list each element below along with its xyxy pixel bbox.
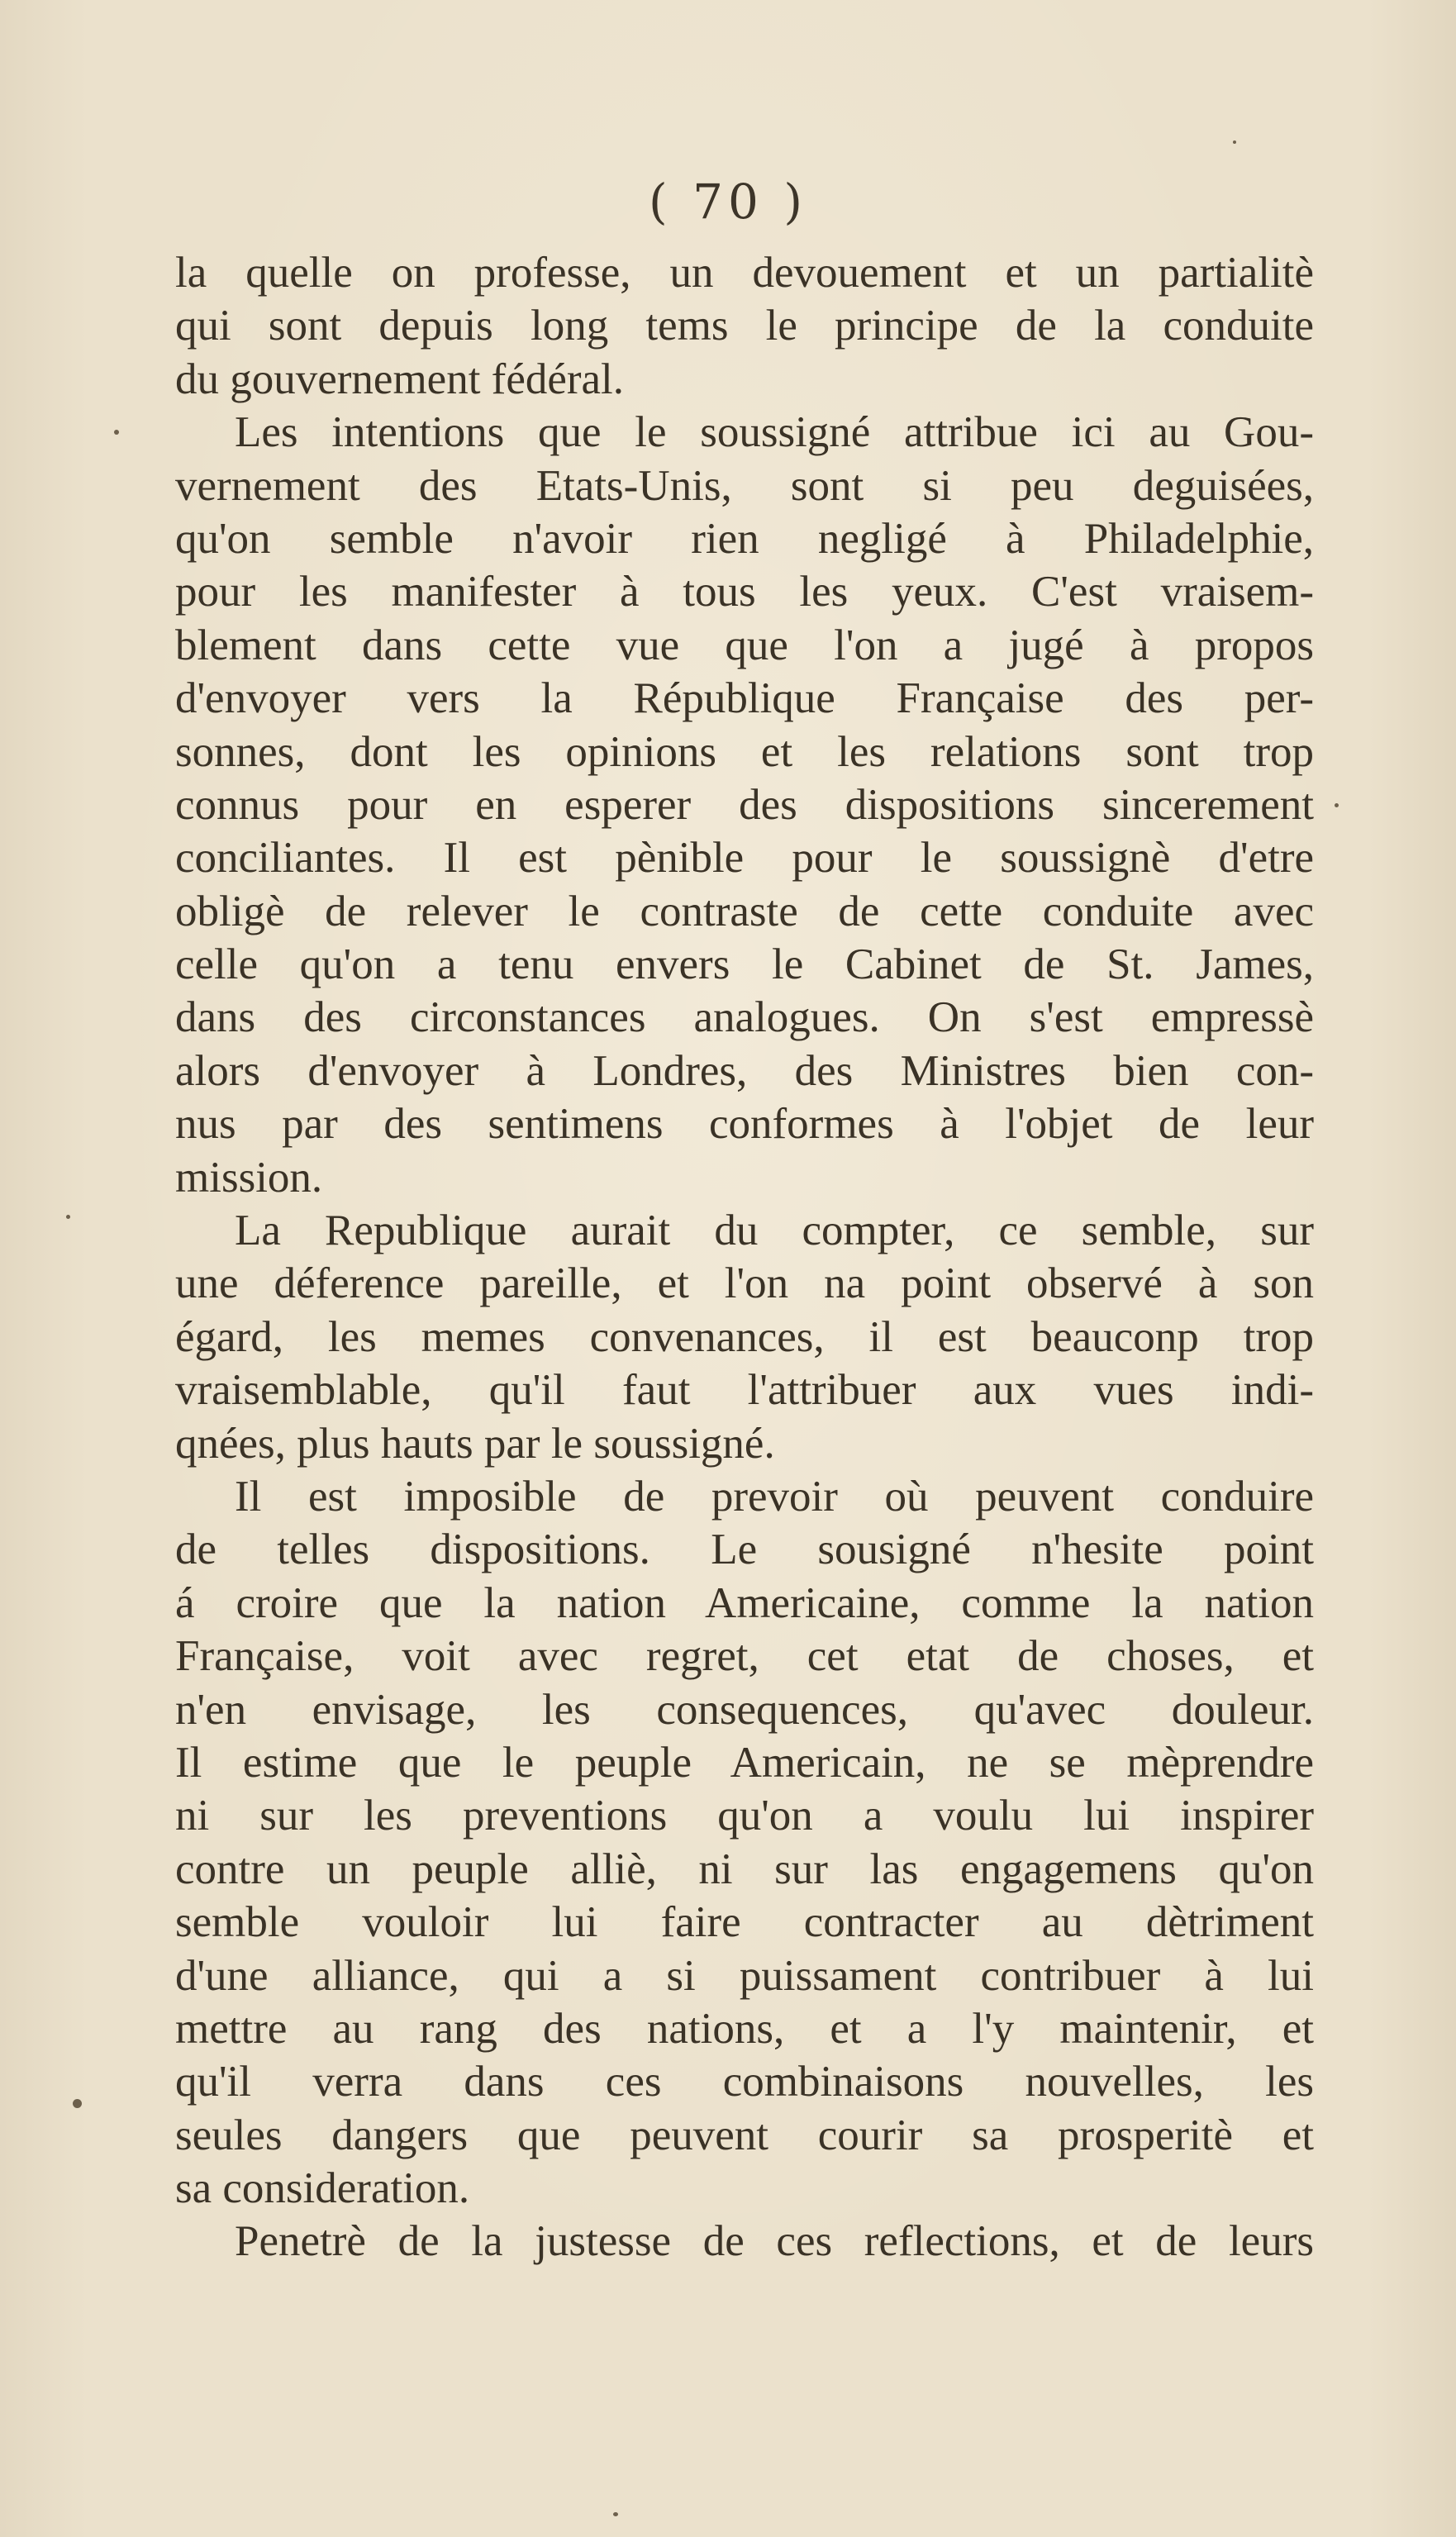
text-line: seules dangers que peuvent courir sa prosperitè et	[175, 2111, 1314, 2159]
text-line: la quelle on professe, un devouement et un partialitè	[175, 249, 1314, 297]
paper-speck	[613, 2512, 618, 2516]
paragraph-start-line: Penetrè de la justesse de ces reflections, et de leurs	[235, 2217, 1314, 2266]
text-line: qu'il verra dans ces combinaisons nouvelles, les	[175, 2058, 1314, 2106]
text-line: mettre au rang des nations, et a l'y maintenir, et	[175, 2004, 1314, 2053]
text-line: qu'on semble n'avoir rien negligé à Philadelphie,	[175, 514, 1314, 563]
text-line: de telles dispositions. Le sousigné n'hesite point	[175, 1526, 1314, 1574]
paper-speck	[114, 430, 119, 435]
text-line: d'une alliance, qui a si puissament contribuer à lui	[175, 1951, 1314, 2000]
text-line: qui sont depuis long tems le principe de la conduite	[175, 302, 1314, 350]
paragraph-start-line: Il est imposible de prevoir où peuvent conduire	[235, 1472, 1314, 1521]
text-line: vernement des Etats-Unis, sont si peu deguisées,	[175, 461, 1314, 510]
text-line: mission.	[175, 1153, 323, 1202]
text-line: pour les manifester à tous les yeux. C'est vraisem-	[175, 568, 1314, 616]
text-line: qnées, plus hauts par le soussigné.	[175, 1419, 775, 1468]
page-number: ( 70 )	[649, 174, 807, 230]
text-line: á croire que la nation Americaine, comme la nation	[175, 1578, 1314, 1627]
text-line: connus pour en esperer des dispositions sincerement	[175, 780, 1314, 829]
paper-speck	[66, 1215, 70, 1219]
text-line: celle qu'on a tenu envers le Cabinet de St. James,	[175, 940, 1314, 989]
text-line: nus par des sentimens conformes à l'objet de leur	[175, 1100, 1314, 1149]
paper-speck	[1335, 803, 1339, 807]
text-line: du gouvernement fédéral.	[175, 355, 625, 403]
paper-speck	[73, 2099, 82, 2108]
text-line: une déference pareille, et l'on na point observé à son	[175, 1259, 1314, 1308]
text-line: alors d'envoyer à Londres, des Ministres bien con-	[175, 1046, 1314, 1095]
paper-speck	[1233, 140, 1236, 144]
text-line: Française, voit avec regret, cet etat de choses, et	[175, 1632, 1314, 1681]
paragraph-start-line: Les intentions que le soussigné attribue ici au Gou-	[235, 408, 1314, 457]
text-line: n'en envisage, les consequences, qu'avec douleur.	[175, 1685, 1314, 1734]
text-line: conciliantes. Il est pènible pour le soussignè d'etre	[175, 834, 1314, 883]
text-line: ni sur les preventions qu'on a voulu lui inspirer	[175, 1792, 1314, 1840]
body-text	[175, 246, 1314, 2268]
text-line: contre un peuple alliè, ni sur las engagemens qu'on	[175, 1844, 1314, 1893]
text-line: obligè de relever le contraste de cette conduite avec	[175, 887, 1314, 935]
text-line: blement dans cette vue que l'on a jugé à propos	[175, 621, 1314, 669]
text-line: vraisemblable, qu'il faut l'attribuer aux vues indi-	[175, 1366, 1314, 1415]
text-line: sa consideration.	[175, 2164, 470, 2213]
text-line: sonnes, dont les opinions et les relations sont trop	[175, 727, 1314, 776]
text-line: semble vouloir lui faire contracter au dètriment	[175, 1898, 1314, 1947]
paragraph-start-line: La Republique aurait du compter, ce semble, sur	[235, 1207, 1314, 1255]
text-line: égard, les memes convenances, il est beauconp trop	[175, 1312, 1314, 1361]
text-line: dans des circonstances analogues. On s'est empressè	[175, 993, 1314, 1042]
text-line: Il estime que le peuple Americain, ne se mèprendre	[175, 1738, 1314, 1787]
text-line: d'envoyer vers la République Française des per-	[175, 674, 1314, 723]
